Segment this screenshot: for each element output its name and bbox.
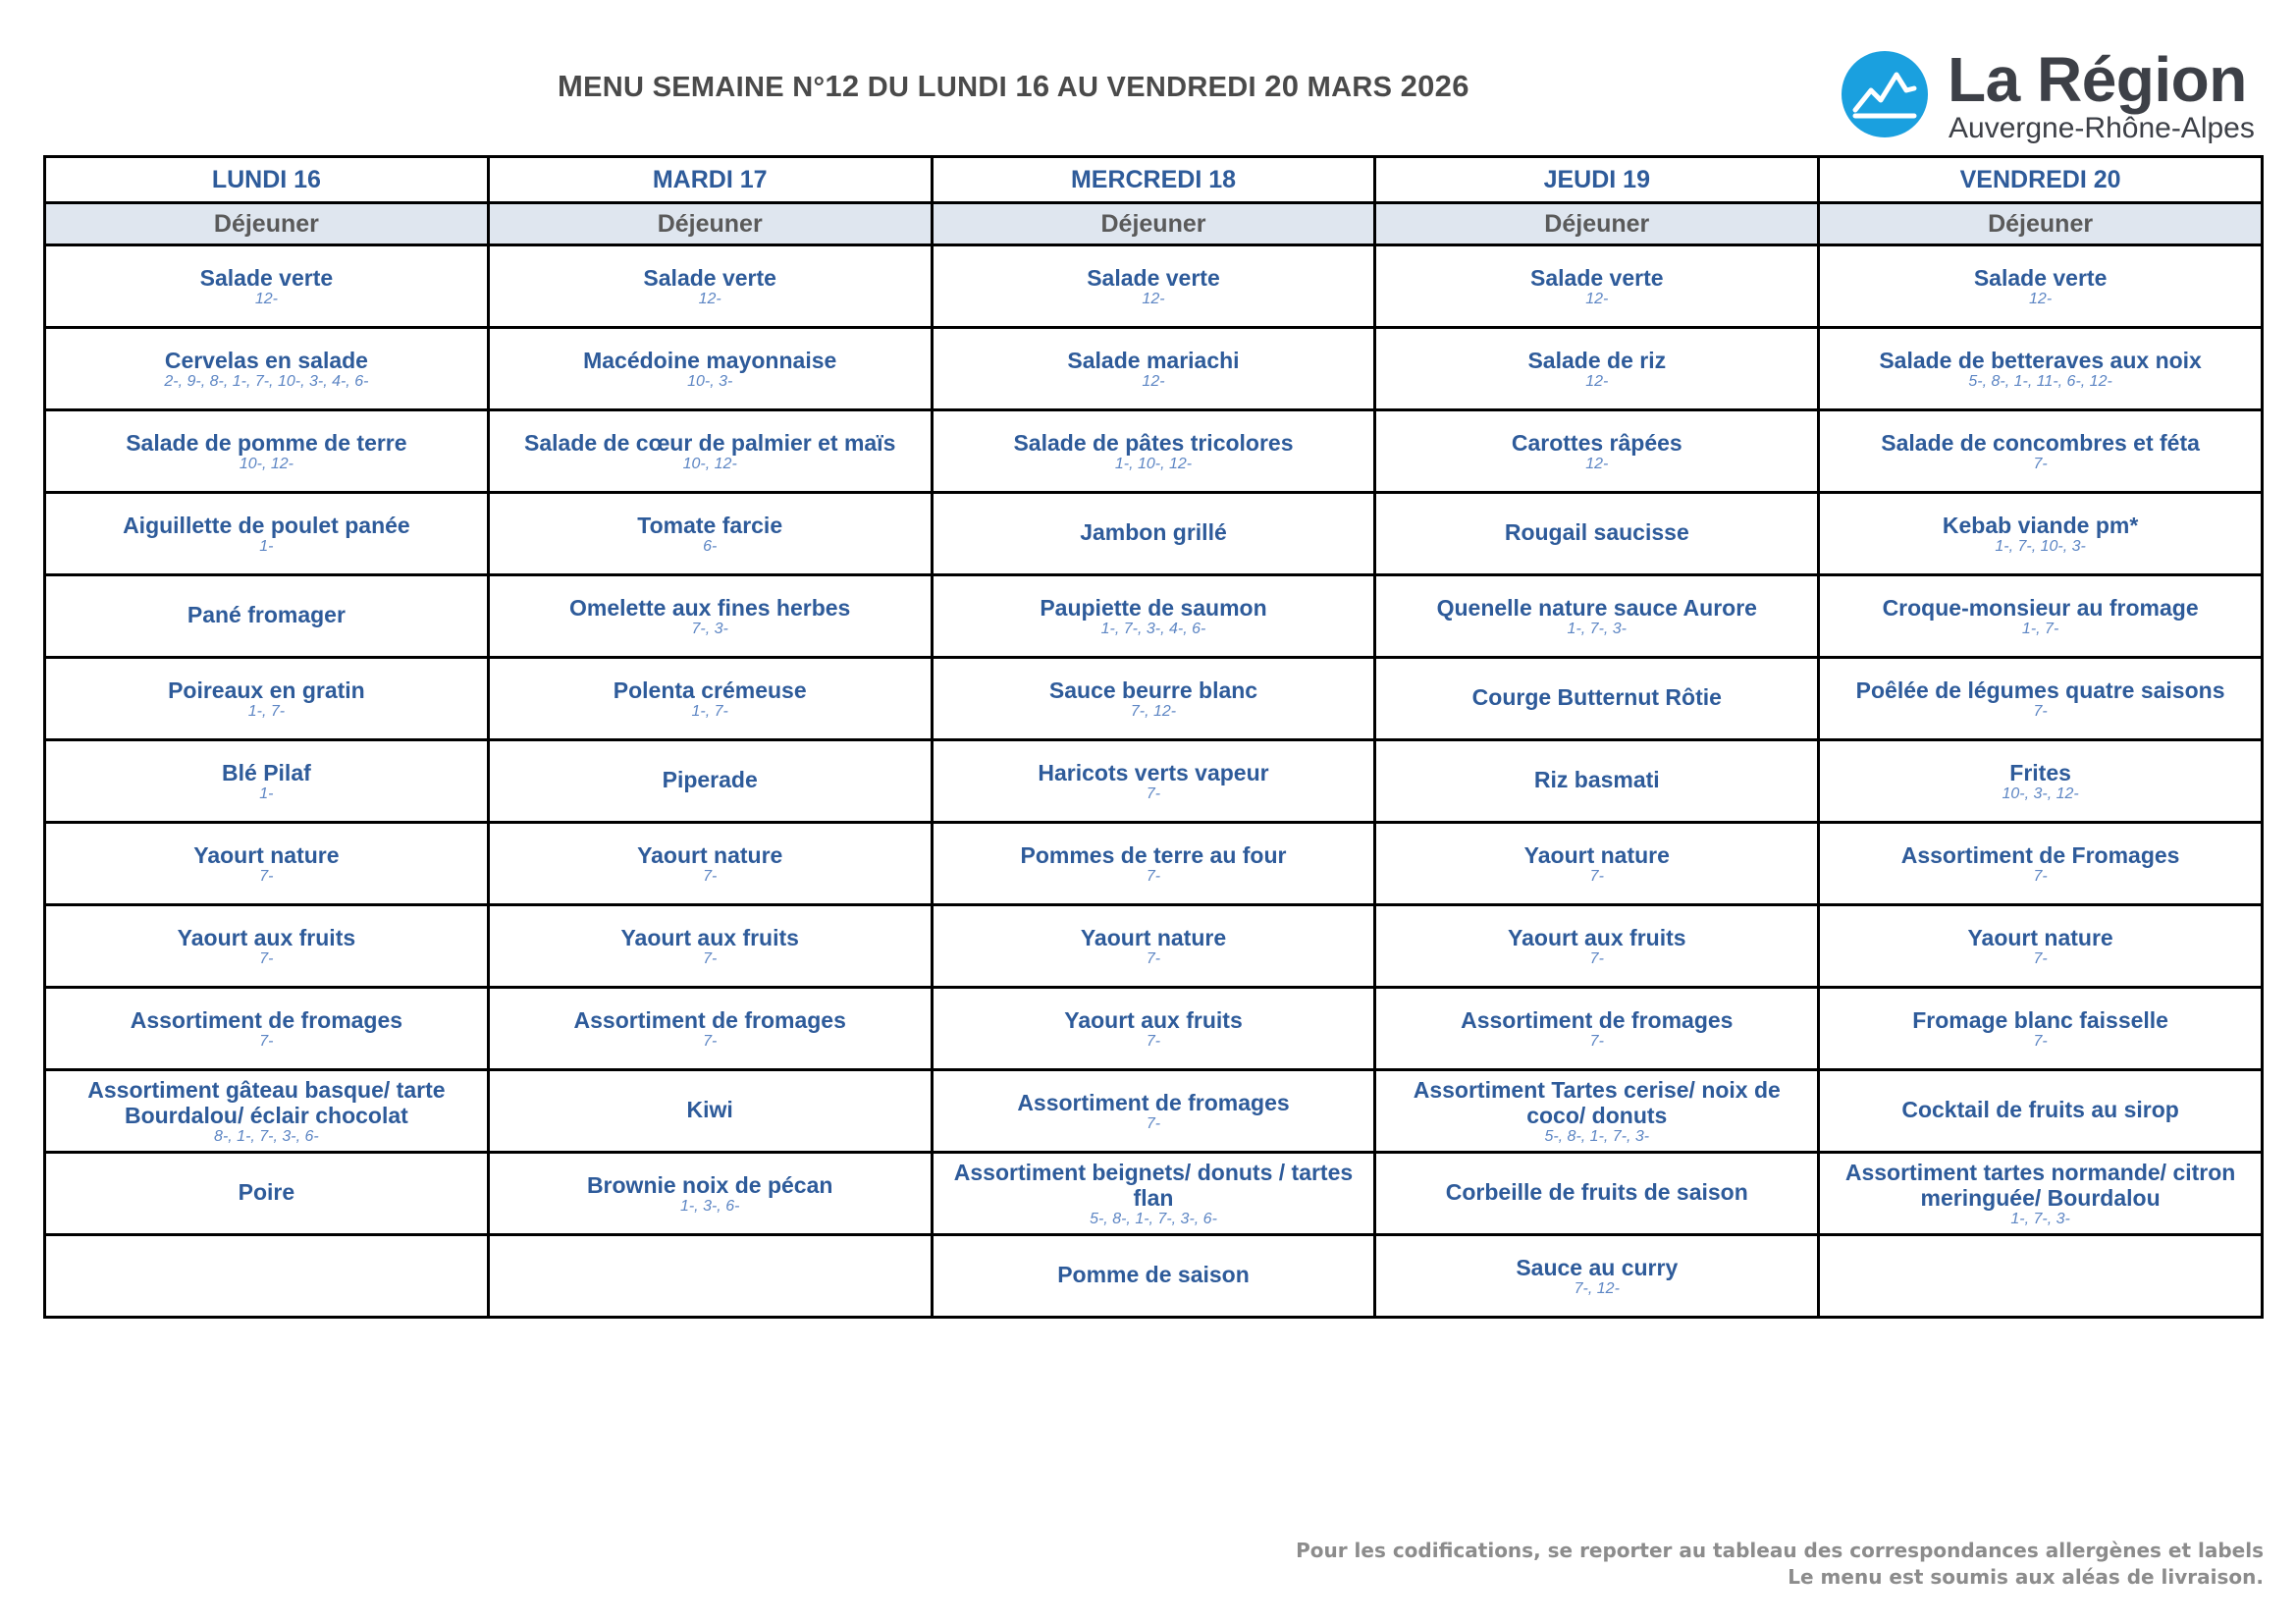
dish-entry (46, 842, 487, 886)
allergen-codes: 7- (2033, 1032, 2048, 1050)
dish-entry (934, 842, 1374, 886)
dish-name: Jambon grillé (1080, 518, 1227, 545)
menu-cell (488, 740, 932, 823)
dish-name: Assortiment de fromages (573, 1006, 846, 1033)
dish-name: Yaourt aux fruits (177, 924, 356, 950)
dish-name: Assortiment beignets/ donuts / tartes flan (953, 1159, 1354, 1211)
allergen-codes: 7- (703, 949, 718, 967)
table-row (45, 1070, 2263, 1153)
dish-name: Pommes de terre au four (1020, 841, 1287, 868)
menu-cell (1375, 823, 1819, 905)
meal-header: Déjeuner (1375, 203, 1819, 245)
menu-cell (932, 493, 1375, 575)
dish-entry (934, 595, 1374, 638)
menu-cell (1375, 1235, 1819, 1318)
dish-entry (1376, 1255, 1817, 1298)
table-row (45, 823, 2263, 905)
menu-cell (45, 575, 489, 658)
menu-cell (488, 905, 932, 988)
meal-header: Déjeuner (932, 203, 1375, 245)
allergen-codes: 7- (1146, 867, 1161, 885)
dish-name: Salade de riz (1527, 347, 1667, 373)
menu-cell (1375, 575, 1819, 658)
day-header: MARDI 17 (488, 157, 932, 203)
dish-entry (1820, 677, 2261, 721)
dish-entry (46, 513, 487, 556)
dish-name: Salade verte (1087, 264, 1220, 291)
dish-name: Sauce au curry (1516, 1254, 1679, 1280)
dish-name: Kebab viande pm* (1942, 512, 2139, 538)
allergen-codes: 12- (254, 290, 278, 307)
dish-entry (1820, 265, 2261, 308)
dish-entry (934, 760, 1374, 803)
dish-name: Yaourt nature (1967, 924, 2113, 950)
menu-cell (1375, 658, 1819, 740)
menu-cell (1819, 245, 2263, 328)
dish-entry (1820, 595, 2261, 638)
dish-entry (934, 1090, 1374, 1133)
dish-entry (490, 348, 931, 391)
dish-entry (490, 767, 931, 796)
allergen-codes: 5-, 8-, 1-, 11-, 6-, 12- (1968, 372, 2112, 390)
dish-entry (46, 602, 487, 631)
dish-entry (1820, 925, 2261, 968)
dish-name: Yaourt nature (193, 841, 340, 868)
dish-entry (1376, 430, 1817, 473)
menu-cell (1375, 1153, 1819, 1235)
footer-notes (1296, 1538, 2264, 1591)
allergen-codes: 12- (698, 290, 721, 307)
menu-cell (1375, 1070, 1819, 1153)
dish-entry (46, 348, 487, 391)
menu-cell (1819, 575, 2263, 658)
allergen-codes: 7- (703, 1032, 718, 1050)
allergen-codes: 1-, 3-, 6- (679, 1197, 740, 1215)
allergen-codes: 10-, 12- (239, 455, 294, 472)
table-row (45, 410, 2263, 493)
mountain-logo-icon (1842, 51, 1928, 137)
dish-entry (1376, 767, 1817, 796)
menu-cell (45, 988, 489, 1070)
dish-entry (46, 1179, 487, 1209)
menu-cell (45, 905, 489, 988)
region-logo (1842, 44, 2273, 149)
menu-cell (1819, 328, 2263, 410)
menu-cell (488, 328, 932, 410)
dish-entry (490, 925, 931, 968)
dish-entry (1376, 595, 1817, 638)
allergen-codes: 12- (2029, 290, 2053, 307)
dish-entry (490, 1172, 931, 1216)
dish-name: Salade mariachi (1067, 347, 1240, 373)
table-row (45, 905, 2263, 988)
allergen-codes: 10-, 3- (687, 372, 733, 390)
dish-entry (934, 1007, 1374, 1051)
dish-name: Brownie noix de pécan (586, 1171, 833, 1198)
menu-cell (932, 658, 1375, 740)
menu-cell (45, 1070, 489, 1153)
dish-name: Yaourt aux fruits (1508, 924, 1686, 950)
dish-name: Assortiment Tartes cerise/ noix de coco/ donuts (1413, 1076, 1781, 1128)
day-header: JEUDI 19 (1375, 157, 1819, 203)
allergen-codes: 7- (1589, 1032, 1604, 1050)
dish-entry (490, 677, 931, 721)
dish-name: Tomate farcie (637, 512, 783, 538)
menu-cell (45, 410, 489, 493)
logo-subtitle: Auvergne-Rhône-Alpes (1949, 112, 2255, 144)
menu-cell (1375, 328, 1819, 410)
weekly-menu-table (43, 155, 2264, 1319)
dish-entry (46, 677, 487, 721)
allergen-codes: 12- (1142, 372, 1165, 390)
dish-name: Kiwi (686, 1096, 733, 1122)
allergen-codes: 10-, 3-, 12- (2002, 785, 2079, 802)
allergen-codes: 7- (2033, 702, 2048, 720)
dish-entry (934, 519, 1374, 549)
meal-header: Déjeuner (45, 203, 489, 245)
title-year: 2026 (1400, 69, 1469, 103)
dish-name: Blé Pilaf (222, 759, 311, 785)
dish-name: Salade verte (1530, 264, 1664, 291)
dish-name: Assortiment tartes normande/ citron meringuée/ Bourdalou (1844, 1159, 2236, 1211)
menu-cell (1819, 988, 2263, 1070)
dish-entry (1376, 348, 1817, 391)
allergen-codes: 8-, 1-, 7-, 3-, 6- (214, 1127, 319, 1145)
dish-name: Yaourt nature (637, 841, 783, 868)
allergen-codes: 6- (703, 537, 718, 555)
menu-cell (488, 1070, 932, 1153)
dish-entry (490, 1097, 931, 1126)
meal-header-row (45, 203, 2263, 245)
dish-entry (934, 265, 1374, 308)
allergen-codes: 1-, 7- (247, 702, 286, 720)
day-header: LUNDI 16 (45, 157, 489, 203)
allergen-codes: 5-, 8-, 1-, 7-, 3- (1544, 1127, 1650, 1145)
table-row (45, 493, 2263, 575)
dish-name: Aiguillette de poulet panée (123, 512, 410, 538)
dish-name: Omelette aux fines herbes (569, 594, 851, 621)
dish-entry (1820, 760, 2261, 803)
dish-name: Poêlée de légumes quatre saisons (1855, 677, 2225, 703)
dish-entry (1376, 1077, 1817, 1146)
menu-cell (45, 1235, 489, 1318)
menu-cell (488, 1235, 932, 1318)
allergen-codes: 1-, 7-, 3- (1567, 620, 1628, 637)
menu-cell (45, 493, 489, 575)
menu-cell (1375, 740, 1819, 823)
dish-entry (490, 265, 931, 308)
dish-name: Pomme de saison (1057, 1261, 1250, 1287)
table-row (45, 658, 2263, 740)
dish-name: Fromage blanc faisselle (1912, 1006, 2168, 1033)
table-row (45, 1153, 2263, 1235)
dish-entry (934, 925, 1374, 968)
dish-name: Assortiment de Fromages (1900, 841, 2180, 868)
allergen-codes: 7- (703, 867, 718, 885)
dish-entry (1376, 1179, 1817, 1209)
dish-entry (490, 842, 931, 886)
menu-cell (932, 328, 1375, 410)
menu-cell (1375, 905, 1819, 988)
meal-header: Déjeuner (488, 203, 932, 245)
dish-name: Frites (2009, 759, 2071, 785)
menu-cell (488, 823, 932, 905)
menu-cell (488, 988, 932, 1070)
dish-entry (46, 1274, 487, 1278)
logo-name: La Région (1948, 44, 2247, 115)
dish-name: Assortiment gâteau basque/ tarte Bourdalou/ éclair chocolat (87, 1076, 446, 1128)
dish-entry (1376, 842, 1817, 886)
menu-cell (932, 410, 1375, 493)
dish-entry (490, 513, 931, 556)
menu-cell (1819, 410, 2263, 493)
allergen-codes: 1- (259, 785, 274, 802)
dish-entry (1820, 1097, 2261, 1126)
title-text: DU (867, 72, 918, 103)
title-end-day: 20 (1264, 69, 1300, 103)
dish-name: Quenelle nature sauce Aurore (1436, 594, 1757, 621)
table-row (45, 1235, 2263, 1318)
menu-cell (1375, 493, 1819, 575)
dish-entry (1376, 925, 1817, 968)
title-initial: M (558, 69, 584, 103)
allergen-codes: 7- (259, 1032, 274, 1050)
dish-entry (490, 430, 931, 473)
menu-cell (45, 1153, 489, 1235)
page-title (558, 69, 1469, 104)
title-text: MARS (1299, 72, 1401, 103)
allergen-codes: 1-, 7- (2021, 620, 2059, 637)
menu-cell (932, 245, 1375, 328)
day-header: MERCREDI 18 (932, 157, 1375, 203)
dish-entry (490, 1274, 931, 1278)
dish-entry (934, 348, 1374, 391)
allergen-codes: 7- (2033, 867, 2048, 885)
menu-cell (488, 575, 932, 658)
dish-name: Rougail saucisse (1504, 518, 1689, 545)
menu-cell (1819, 740, 2263, 823)
allergen-codes: 7-, 12- (1574, 1279, 1620, 1297)
footer-delivery-note: Le menu est soumis aux aléas de livraison. (1788, 1565, 2264, 1589)
dish-entry (1376, 1007, 1817, 1051)
menu-cell (1375, 410, 1819, 493)
menu-cell (932, 823, 1375, 905)
allergen-codes: 7- (2033, 949, 2048, 967)
table-row (45, 328, 2263, 410)
menu-cell (932, 1235, 1375, 1318)
dish-name: Salade de concombres et féta (1881, 429, 2200, 456)
allergen-codes: 12- (1142, 290, 1165, 307)
dish-name: Assortiment de fromages (1017, 1089, 1290, 1115)
dish-entry (46, 1077, 487, 1146)
menu-cell (932, 575, 1375, 658)
allergen-codes: 7- (1146, 1114, 1161, 1132)
allergen-codes: 7-, 12- (1130, 702, 1177, 720)
dish-entry (1820, 1160, 2261, 1228)
dish-entry (934, 1262, 1374, 1291)
menu-cell (1819, 823, 2263, 905)
menu-cell (488, 1153, 932, 1235)
menu-cell (1819, 658, 2263, 740)
title-start-day: 16 (1015, 69, 1050, 103)
dish-name: Haricots verts vapeur (1038, 759, 1269, 785)
dish-name: Paupiette de saumon (1040, 594, 1267, 621)
menu-cell (488, 658, 932, 740)
dish-entry (490, 595, 931, 638)
allergen-codes: 7- (1146, 1032, 1161, 1050)
dish-name: Yaourt aux fruits (1064, 1006, 1243, 1033)
menu-cell (45, 740, 489, 823)
dish-name: Salade verte (199, 264, 334, 291)
dish-name: Salade verte (643, 264, 776, 291)
title-text: AU VENDREDI (1049, 72, 1265, 103)
dish-entry (1376, 519, 1817, 549)
dish-name: Macédoine mayonnaise (583, 347, 837, 373)
allergen-codes: 1- (259, 537, 274, 555)
allergen-codes: 7-, 3- (691, 620, 728, 637)
dish-name: Salade de pomme de terre (126, 429, 407, 456)
menu-cell (488, 245, 932, 328)
menu-cell (1819, 905, 2263, 988)
dish-name: Cervelas en salade (164, 347, 368, 373)
dish-entry (934, 677, 1374, 721)
dish-name: Courge Butternut Rôtie (1471, 683, 1722, 710)
dish-entry (46, 1007, 487, 1051)
dish-name: Piperade (662, 766, 758, 792)
title-text: UNDI (935, 72, 1016, 103)
dish-entry (934, 430, 1374, 473)
title-initial: L (917, 69, 936, 103)
dish-name: Polenta crémeuse (613, 677, 807, 703)
dish-name: Salade de betteraves aux noix (1879, 347, 2202, 373)
dish-name: Pané fromager (187, 601, 346, 627)
menu-cell (932, 988, 1375, 1070)
allergen-codes: 12- (1585, 290, 1609, 307)
menu-cell (488, 410, 932, 493)
table-row (45, 740, 2263, 823)
menu-cell (932, 1070, 1375, 1153)
table-row (45, 575, 2263, 658)
dish-name: Poireaux en gratin (168, 677, 365, 703)
dish-entry (1820, 842, 2261, 886)
menu-cell (932, 905, 1375, 988)
allergen-codes: 7- (259, 867, 274, 885)
meal-header: Déjeuner (1819, 203, 2263, 245)
allergen-codes: 12- (1585, 455, 1609, 472)
allergen-codes: 10-, 12- (682, 455, 737, 472)
allergen-codes: 1-, 7- (691, 702, 728, 720)
allergen-codes: 7- (2033, 455, 2048, 472)
dish-entry (1376, 684, 1817, 714)
dish-entry (46, 760, 487, 803)
title-text: ENU SEMAINE N° (583, 72, 826, 103)
menu-cell (1819, 493, 2263, 575)
allergen-codes: 1-, 7-, 3-, 4-, 6- (1100, 620, 1206, 637)
dish-name: Assortiment de fromages (1461, 1006, 1734, 1033)
menu-cell (488, 493, 932, 575)
menu-cell (45, 823, 489, 905)
dish-entry (1820, 513, 2261, 556)
dish-name: Poire (238, 1178, 295, 1205)
menu-cell (45, 245, 489, 328)
allergen-codes: 7- (1589, 867, 1604, 885)
menu-cell (1819, 1153, 2263, 1235)
dish-entry (1376, 265, 1817, 308)
menu-cell (932, 1153, 1375, 1235)
footer-allergen-note: Pour les codifications, se reporter au tableau des correspondances allergènes et labels (1296, 1539, 2264, 1562)
dish-name: Yaourt aux fruits (620, 924, 799, 950)
menu-cell (1375, 245, 1819, 328)
menu-body (45, 245, 2263, 1318)
dish-entry (1820, 1274, 2261, 1278)
dish-name: Yaourt nature (1523, 841, 1670, 868)
table-row (45, 988, 2263, 1070)
dish-name: Sauce beurre blanc (1048, 677, 1258, 703)
dish-name: Salade de cœur de palmier et maïs (524, 429, 896, 456)
dish-name: Yaourt nature (1080, 924, 1227, 950)
menu-cell (1819, 1235, 2263, 1318)
day-header: VENDREDI 20 (1819, 157, 2263, 203)
menu-cell (932, 740, 1375, 823)
dish-entry (46, 265, 487, 308)
menu-cell (1375, 988, 1819, 1070)
title-week-number: 12 (825, 69, 860, 103)
dish-name: Corbeille de fruits de saison (1445, 1178, 1748, 1205)
dish-name: Salade de pâtes tricolores (1013, 429, 1294, 456)
dish-entry (1820, 348, 2261, 391)
dish-name: Carottes râpées (1511, 429, 1682, 456)
allergen-codes: 2-, 9-, 8-, 1-, 7-, 10-, 3-, 4-, 6- (164, 372, 369, 390)
allergen-codes: 7- (1146, 949, 1161, 967)
allergen-codes: 7- (259, 949, 274, 967)
dish-name: Croque-monsieur au fromage (1882, 594, 2199, 621)
dish-entry (1820, 430, 2261, 473)
dish-name: Cocktail de fruits au sirop (1901, 1096, 2179, 1122)
allergen-codes: 7- (1589, 949, 1604, 967)
allergen-codes: 1-, 7-, 10-, 3- (1995, 537, 2086, 555)
menu-cell (1819, 1070, 2263, 1153)
allergen-codes: 1-, 10-, 12- (1114, 455, 1193, 472)
menu-cell (45, 328, 489, 410)
day-header-row (45, 157, 2263, 203)
allergen-codes: 5-, 8-, 1-, 7-, 3-, 6- (1090, 1210, 1217, 1227)
dish-entry (46, 925, 487, 968)
dish-entry (1820, 1007, 2261, 1051)
allergen-codes: 7- (1146, 785, 1161, 802)
table-row (45, 245, 2263, 328)
dish-name: Assortiment de fromages (130, 1006, 403, 1033)
dish-entry (934, 1160, 1374, 1228)
dish-entry (46, 430, 487, 473)
menu-cell (45, 658, 489, 740)
dish-name: Riz basmati (1533, 766, 1660, 792)
dish-entry (490, 1007, 931, 1051)
allergen-codes: 12- (1585, 372, 1609, 390)
dish-name: Salade verte (1973, 264, 2108, 291)
allergen-codes: 1-, 7-, 3- (2010, 1210, 2070, 1227)
